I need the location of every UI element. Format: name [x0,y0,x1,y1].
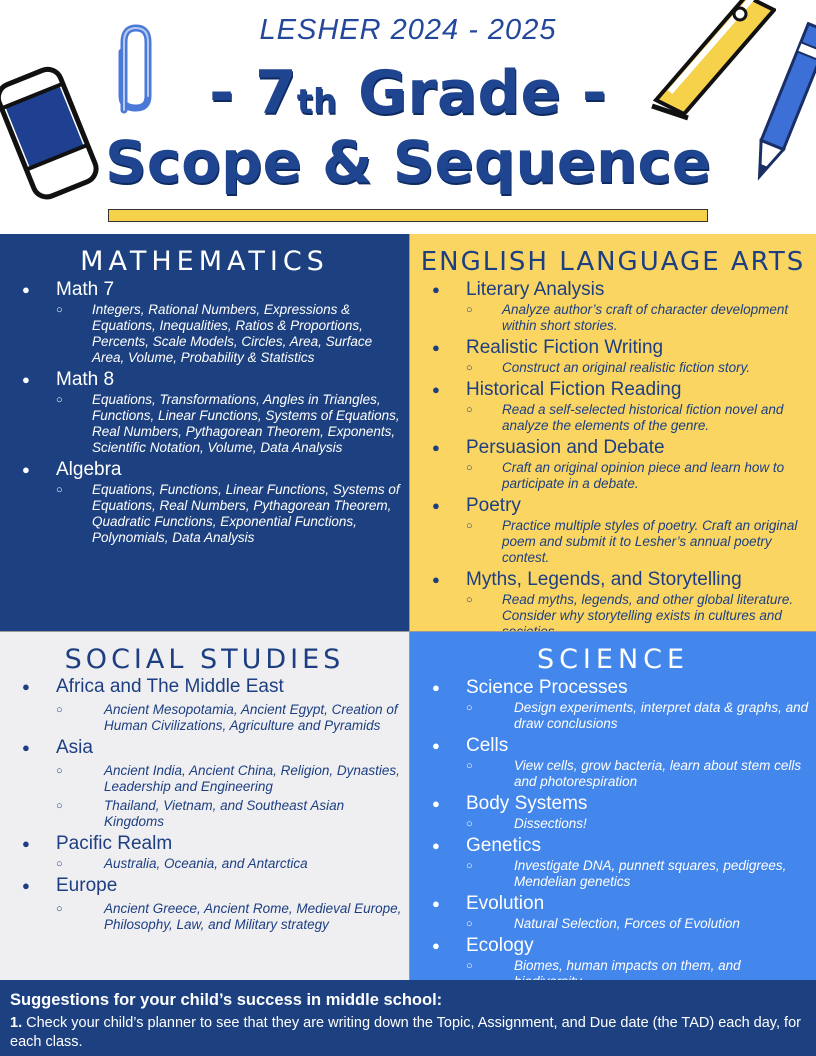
page-title-line2: Scope & Sequence [104,128,712,196]
list-item-desc: ○ Equations, Functions, Linear Functions, Systems of Equations, Real Numbers, Pythagorean Theorem, Quadratic Functions, Exponential Functions, Polynomials, Data Analysis [56,482,402,546]
list-item: ● Genetics ○ Investigate DNA, punnett squares, pedigrees, Mendelian genetics [432,835,810,890]
science-list [432,677,810,993]
list-item: ● Science Processes ○ Design experiments, interpret data & graphs, and draw conclusions [432,677,810,732]
title-pre: - 7 [209,58,297,128]
social-studies-list [22,676,402,936]
title-post: Grade - [337,58,607,128]
list-item-desc: ○ Biomes, human impacts on them, and [466,958,810,990]
list-item-desc: ○ Australia, Oceania, and Antarctica [56,856,402,872]
list-item: ● Myths, Legends, and Storytelling ○ Read myths, legends, and other global literature. Consider why storytelling exists in cultures and [432,569,810,640]
list-item: ● Realistic Fiction Writing ○ Construct an original realistic fiction story. [432,337,810,376]
list-item-desc: ○ Thailand, Vietnam, and Southeast Asian Kingdoms [56,798,402,830]
list-item-desc: ○ Natural Selection, Forces of Evolution [466,916,810,932]
list-item-desc: ○ Investigate DNA, punnett squares, pedigrees, Mendelian genetics [466,858,810,890]
science-section [409,631,816,980]
list-item-desc: ○ Practice multiple styles of poetry. Craft an original poem and submit it to Lesher’s annual poetry contest. [466,518,810,566]
list-item: ● Cells ○ View cells, grow bacteria, learn about stem cells and photorespiration [432,735,810,790]
suggestion-number: 1. [10,1015,23,1031]
list-item: ● Ecology ○ Biomes, human impacts on them, and [432,935,810,990]
list-item: ● Persuasion and Debate ○ Craft an original opinion piece and learn how to participate in a debate. [432,437,810,492]
list-item-desc: ○ Ancient Mesopotamia, Ancient Egypt, Creation of Human Civilizations, Agriculture and Pyramids [56,702,402,734]
list-item: ● Europe ○ Ancient Greece, Ancient Rome, Medieval Europe, Philosophy, Law, and Military strategy [22,875,402,933]
social-studies-section [0,631,409,980]
page-header [0,0,816,234]
suggestion-item [10,1014,806,1052]
list-item: ● Math 8 ○ Equations, Transformations, Angles in Triangles, Functions, Linear Functions, Systems of Equations, Real Numbers, Pythagorean Theorem, Exponents, Scientific Notation, Volume, Data Analysis [22,369,402,456]
science-title: SCIENCE [536,644,690,675]
suggestion-text: Check your child’s planner to see that they are writing down the Topic, Assignment, and Due date (the TAD) each day, for each class. [10,1015,801,1050]
list-item-desc: ○ Analyze author’s craft of character development within short stories. [466,302,810,334]
list-item-desc: ○ Construct an original realistic fiction story. [466,360,810,376]
list-item-desc: ○ View cells, grow bacteria, learn about stem cells and photorespiration [466,758,810,790]
list-item: ● Algebra ○ Equations, Functions, Linear Functions, Systems of Equations, Real Numbers, Pythagorean Theorem, Quadratic Functions, Exponential Functions, Polynomials, Data Analysis [22,459,402,546]
list-item-desc: ○ Read myths, legends, and other global literature. Consider why storytelling exists in cultures and [466,592,810,640]
list-item: ● Pacific Realm ○ Australia, Oceania, and Antarctica [22,833,402,872]
list-item: ● Literary Analysis ○ Analyze author’s craft of character development within short stories. [432,279,810,334]
math-section [0,234,409,631]
math-title: MATHEMATICS [80,246,329,277]
list-item-desc: ○ Ancient India, Ancient China, Religion, Dynasties, Leadership and Engineering [56,763,402,795]
list-item-desc: ○ Craft an original opinion piece and learn how to participate in a debate. [466,460,810,492]
list-item-desc: ○ Integers, Rational Numbers, Expressions & Equations, Inequalities, Ratios & Proportions, Percents, Scale Models, Circles, Area, Surface Area, Volume, Probability & Statistics [56,302,402,366]
list-item: ● Poetry ○ Practice multiple styles of poetry. Craft an original poem and submit it to Lesher’s annual poetry contest. [432,495,810,566]
list-item-desc: ○ Dissections! [466,816,810,832]
list-item: ● Evolution ○ Natural Selection, Forces of Evolution [432,893,810,932]
list-item-desc: ○ Design experiments, interpret data & graphs, and draw conclusions [466,700,810,732]
list-item: ● Africa and The Middle East ○ Ancient Mesopotamia, Ancient Egypt, Creation of Human Civilizations, Agriculture and Pyramids [22,676,402,734]
math-list [22,279,402,549]
list-item: ● Math 7 ○ Integers, Rational Numbers, Expressions & Equations, Inequalities, Ratios & Proportions, Percents, Scale Models, Circles, Area, Surface Area, Volume, Probability & Statistics [22,279,402,366]
ela-title: ENGLISH LANGUAGE ARTS [420,247,806,277]
list-item-desc: ○ Equations, Transformations, Angles in Triangles, Functions, Linear Functions, Systems of Equations, Real Numbers, Pythagorean Theorem, Exponents, Scientific Notation, Volume, Data Analysis [56,392,402,456]
school-year: LESHER 2024 - 2025 [259,14,557,46]
suggestions-section [0,980,816,1056]
list-item-desc: ○ Read a self-selected historical fiction novel and analyze the elements of the genre. [466,402,810,434]
title-superscript: th [296,82,338,122]
list-item: ● Body Systems ○ Dissections! [432,793,810,832]
list-item: ● Historical Fiction Reading ○ Read a self-selected historical fiction novel and analyze the elements of the genre. [432,379,810,434]
suggestions-title: Suggestions for your child’s success in middle school: [10,991,443,1009]
list-item-desc: ○ Ancient Greece, Ancient Rome, Medieval Europe, Philosophy, Law, and Military strategy [56,901,402,933]
social-studies-title: SOCIAL STUDIES [64,644,345,675]
ela-list [432,279,810,643]
ela-section [409,234,816,631]
title-underline [108,209,708,222]
list-item: ● Asia ○ Ancient India, Ancient China, Religion, Dynasties, Leadership and Engineering ○ Thailand, Vietnam, and Southeast Asian Kingdoms [22,737,402,830]
